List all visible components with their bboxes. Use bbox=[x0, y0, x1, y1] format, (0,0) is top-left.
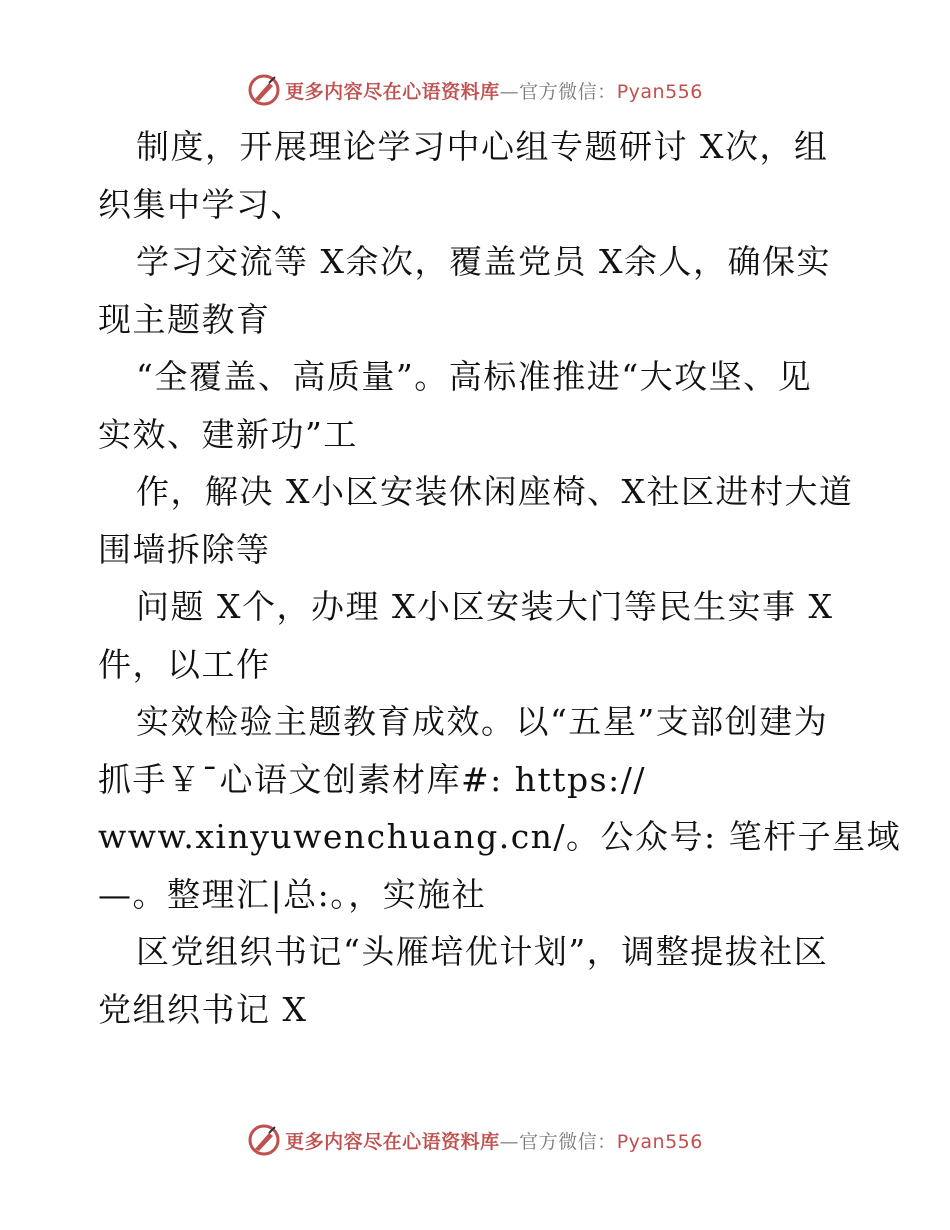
body-line: 围墙拆除等 bbox=[98, 529, 271, 569]
banner-wechat-label: 官方微信： bbox=[519, 1130, 617, 1153]
body-line: 织集中学习、 bbox=[98, 184, 305, 224]
banner-separator: — bbox=[499, 1130, 520, 1153]
body-line: 问题 X个，办理 X小区安装大门等民生实事 X bbox=[136, 587, 834, 626]
banner-title: 更多内容尽在心语资料库 bbox=[285, 80, 500, 103]
body-line: —。整理汇|总:。，实施社 bbox=[98, 874, 487, 914]
body-line: 件，以工作 bbox=[98, 644, 271, 684]
body-line: 区党组织书记“头雁培优计划”，调整提拔社区 bbox=[136, 932, 829, 971]
body-line: “全覆盖、高质量”。高标准推进“大攻坚、见 bbox=[136, 357, 813, 396]
banner-title: 更多内容尽在心语资料库 bbox=[285, 1130, 500, 1153]
banner-wechat-id: Pyan556 bbox=[616, 1130, 703, 1153]
body-line: www.xinyuwenchuang.cn/。公众号: 笔杆子星域 bbox=[98, 817, 902, 856]
body-line: 抓手￥¯心语文创素材库#: https:// bbox=[98, 759, 646, 799]
banner-wechat-label: 官方微信： bbox=[519, 80, 617, 103]
body-line: 学习交流等 X余次，覆盖党员 X余人，确保实 bbox=[136, 242, 831, 281]
header-watermark-banner bbox=[0, 70, 950, 110]
body-line: 实效、建新功”工 bbox=[98, 414, 358, 454]
banner-separator: — bbox=[499, 80, 520, 103]
body-line: 制度，开展理论学习中心组专题研讨 X次，组 bbox=[136, 127, 829, 166]
quill-circle-logo-icon bbox=[247, 1123, 281, 1157]
quill-circle-logo-icon bbox=[247, 73, 281, 107]
footer-watermark-banner bbox=[0, 1120, 950, 1160]
body-line: 党组织书记 X bbox=[98, 989, 308, 1029]
body-line: 实效检验主题教育成效。以“五星”支部创建为 bbox=[136, 702, 829, 741]
document-body bbox=[98, 118, 902, 1038]
body-line: 作，解决 X小区安装休闲座椅、X社区进村大道 bbox=[136, 472, 854, 511]
banner-wechat-id: Pyan556 bbox=[616, 80, 703, 103]
body-line: 现主题教育 bbox=[98, 299, 271, 339]
